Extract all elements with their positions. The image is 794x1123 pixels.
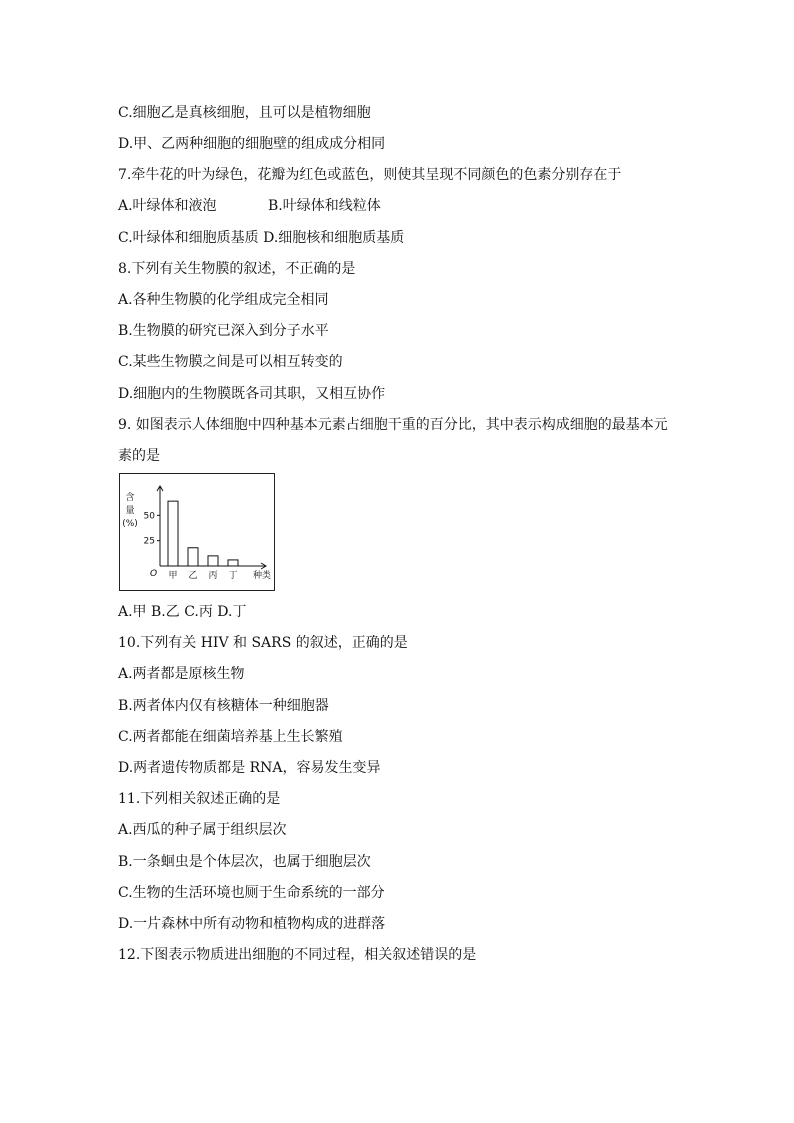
q10-option-c: C.两者都能在细菌培养基上生长繁殖 [118, 729, 343, 745]
q7-option-b: B.叶绿体和线粒体 [268, 198, 381, 214]
q11-option-b: B.一条蛔虫是个体层次，也属于细胞层次 [118, 854, 371, 870]
q10-stem: 10.下列有关 HIV 和 SARS 的叙述，正确的是 [118, 635, 408, 651]
x-tick-label: 乙 [188, 571, 198, 581]
q10-option-b: B.两者体内仅有核糖体一种细胞器 [118, 698, 329, 714]
q7-option-a: A.叶绿体和液泡 [118, 198, 217, 214]
q10-option-d: D.两者遗传物质都是 RNA，容易发生变异 [118, 760, 381, 776]
y-tick-label: 50 [143, 511, 155, 522]
q11-stem: 11.下列相关叙述正确的是 [118, 791, 281, 807]
q6-option-d: D.甲、乙两种细胞的细胞壁的组成成分相同 [118, 136, 386, 152]
q7-option-cd: C.叶绿体和细胞质基质 D.细胞核和细胞质基质 [118, 230, 405, 246]
q10-option-a: A.两者都是原核生物 [118, 666, 245, 682]
bar-4 [228, 560, 238, 566]
y-axis-label: 量 [125, 506, 135, 516]
q11-option-d: D.一片森林中所有动物和植物构成的进群落 [118, 916, 386, 932]
y-axis-label: 含 [125, 493, 135, 503]
q8-option-d: D.细胞内的生物膜既各司其职，又相互协作 [118, 386, 386, 402]
y-tick-label: 25 [143, 536, 155, 547]
bar-3 [208, 556, 218, 566]
q7-stem: 7.牵牛花的叶为绿色，花瓣为红色或蓝色，则使其呈现不同颜色的色素分别存在于 [118, 167, 622, 183]
q12-stem: 12.下图表示物质进出细胞的不同过程，相关叙述错误的是 [118, 947, 477, 963]
q9-options: A.甲 B.乙 C.丙 D.丁 [118, 604, 247, 620]
q11-option-c: C.生物的生活环境也厕于生命系统的一部分 [118, 885, 385, 901]
bar-2 [188, 548, 198, 566]
x-tick-label: 丁 [228, 571, 238, 581]
q9-stem: 9. 如图表示人体细胞中四种基本元素占细胞干重的百分比，其中表示构成细胞的最基本元 [118, 417, 668, 433]
q11-option-a: A.西瓜的种子属于组织层次 [118, 822, 287, 838]
y-axis-label: (%) [122, 519, 138, 529]
q9-stem-cont: 素的是 [118, 448, 160, 464]
element-content-chart [119, 473, 275, 591]
origin-label: O [150, 569, 158, 579]
x-tick-label: 丙 [208, 571, 218, 581]
q8-option-a: A.各种生物膜的化学组成完全相同 [118, 292, 329, 308]
q6-option-c: C.细胞乙是真核细胞，且可以是植物细胞 [118, 105, 371, 121]
bar-1 [168, 501, 178, 566]
x-axis-label: 种类 [252, 571, 272, 581]
x-tick-label: 甲 [168, 571, 178, 581]
q8-stem: 8.下列有关生物膜的叙述，不正确的是 [118, 261, 356, 277]
q8-option-b: B.生物膜的研究已深入到分子水平 [118, 323, 329, 339]
q8-option-c: C.某些生物膜之间是可以相互转变的 [118, 354, 343, 370]
